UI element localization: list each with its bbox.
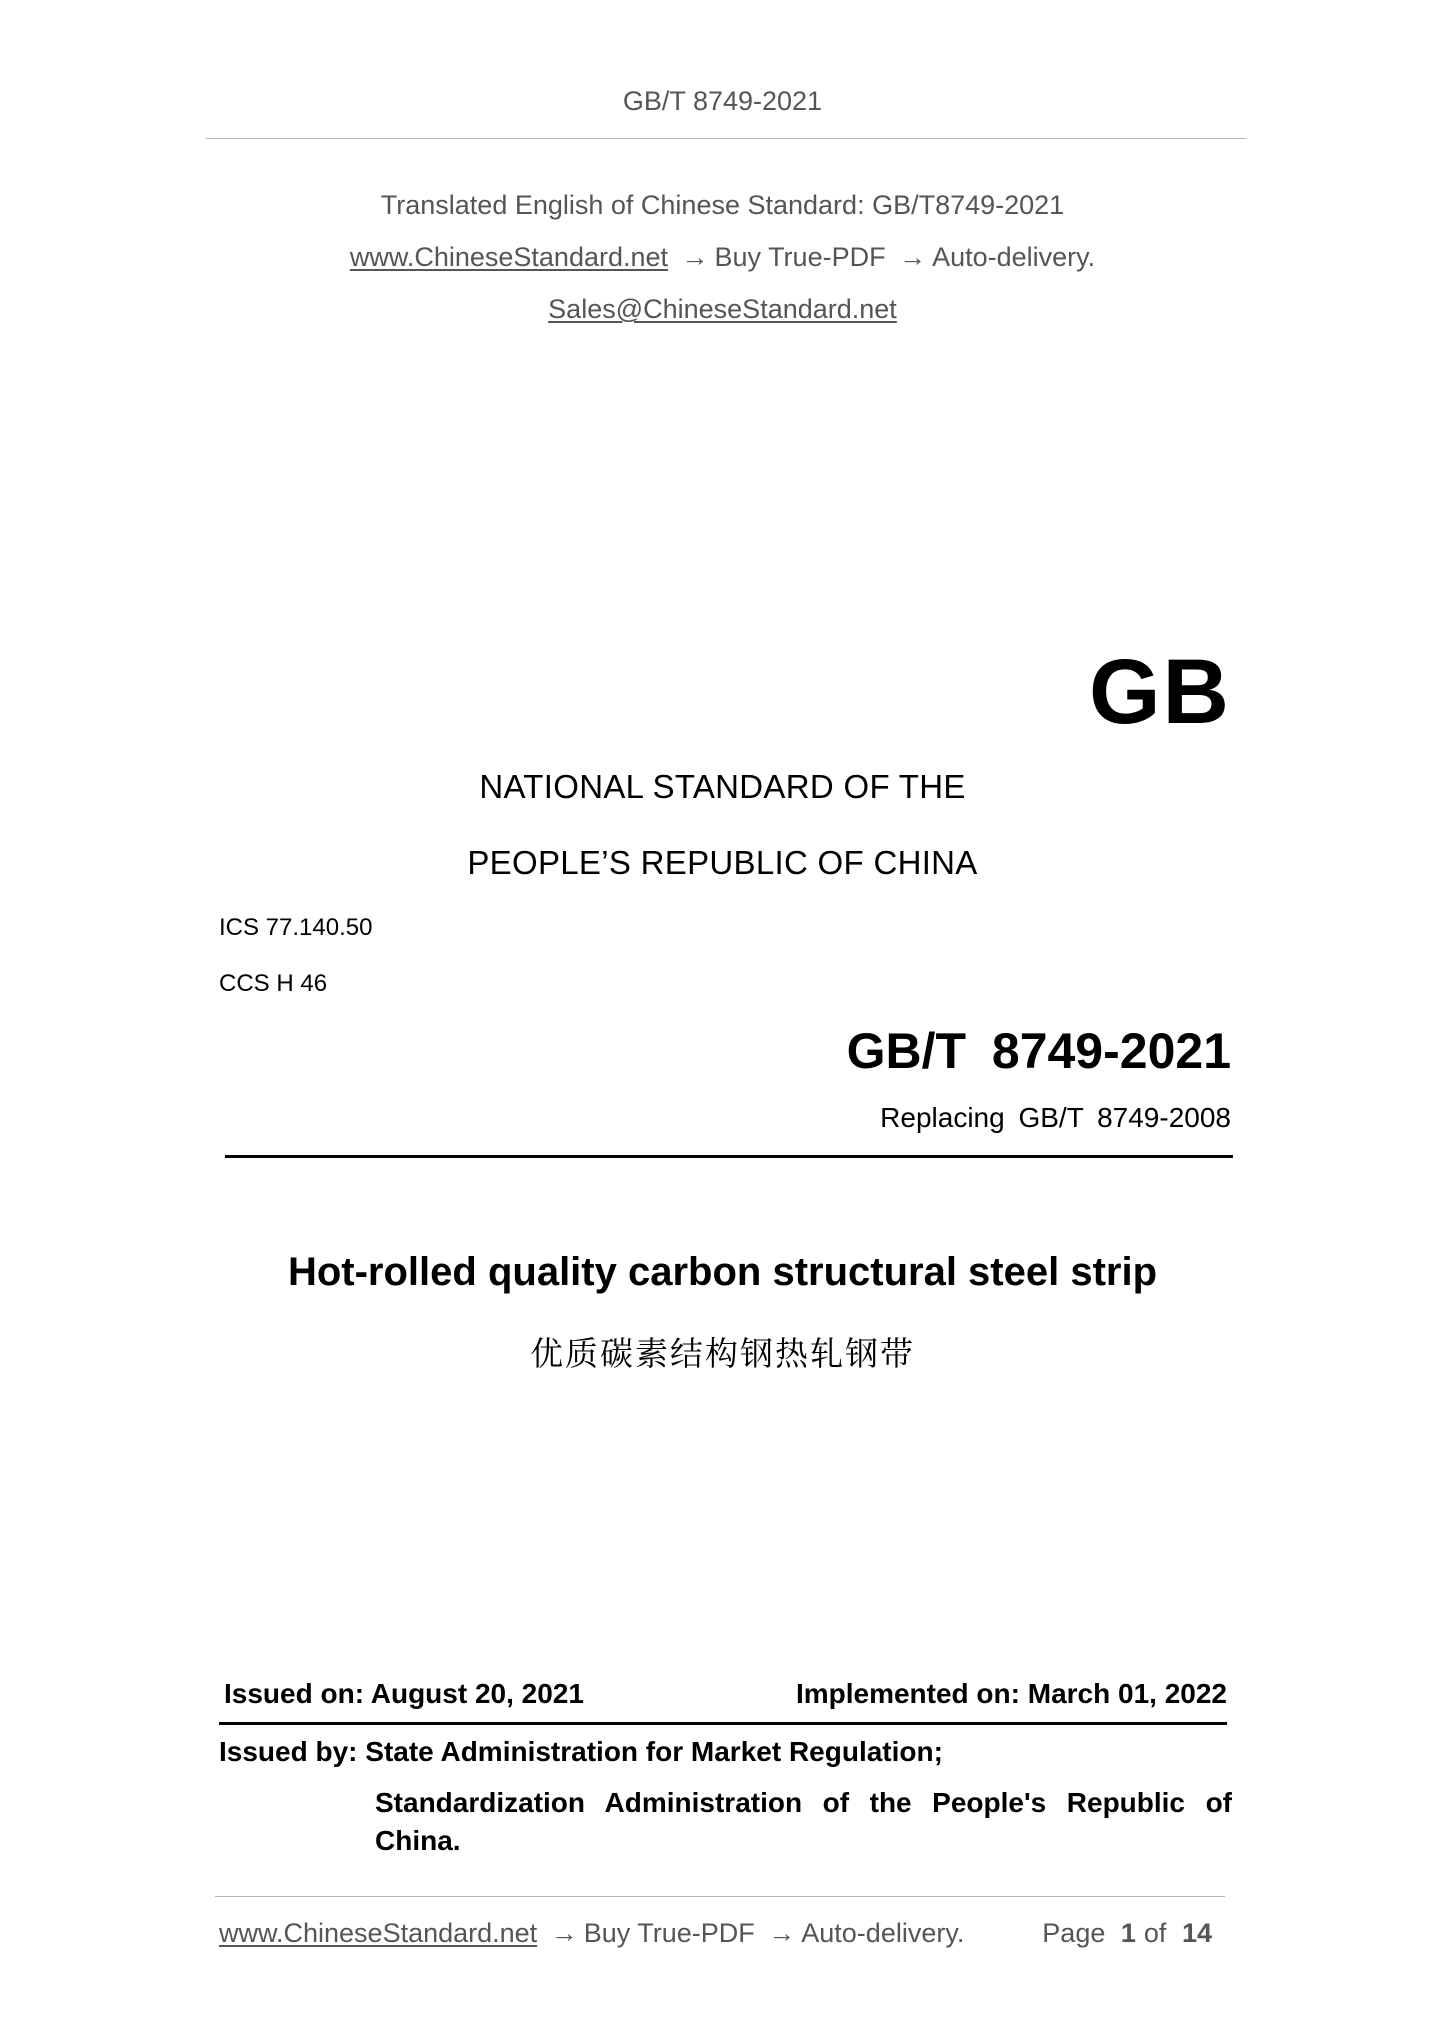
national-standard-line-1: NATIONAL STANDARD OF THE: [479, 768, 966, 805]
email-line: [0, 294, 1445, 325]
standard-number: GB/T 8749-2021: [846, 1023, 1231, 1079]
implemented-on-date: Implemented on: March 01, 2022: [795, 1678, 1227, 1709]
arrow-right-icon: →: [681, 242, 709, 272]
arrow-right-icon: →: [550, 1918, 578, 1948]
english-title: Hot-rolled quality carbon structural steel strip: [287, 1250, 1158, 1294]
issued-by-line-2: Standardization Administration of the People's Republic of China.: [375, 1787, 1232, 1856]
running-header-title: GB/T 8749-2021: [622, 86, 823, 116]
issued-by-line-1: Issued by: State Administration for Market Regulation;: [219, 1736, 943, 1767]
auto-delivery-text: Auto-delivery.: [932, 242, 1096, 272]
arrow-right-icon: →: [768, 1918, 796, 1948]
issue-divider: [219, 1722, 1227, 1725]
email-link[interactable]: Sales@ChineseStandard.net: [548, 294, 897, 324]
gb-mark: GB: [1089, 641, 1231, 743]
footer-buy-pdf-text: Buy True-PDF: [583, 1918, 755, 1948]
issued-on-date: Issued on: August 20, 2021: [224, 1678, 584, 1709]
footer-divider: [215, 1896, 1225, 1897]
page-current: 1: [1120, 1918, 1136, 1948]
title-divider: [225, 1155, 1233, 1158]
header-divider: [206, 138, 1246, 139]
footer-auto-delivery-text: Auto-delivery.: [801, 1918, 965, 1948]
ics-code: ICS 77.140.50: [219, 914, 373, 941]
page-total: 14: [1181, 1918, 1212, 1948]
arrow-right-icon: →: [899, 242, 927, 272]
ccs-code: CCS H 46: [219, 970, 328, 997]
national-standard-line-2: PEOPLE’S REPUBLIC OF CHINA: [467, 844, 978, 881]
buy-pdf-text: Buy True-PDF: [714, 242, 886, 272]
page-label: Page: [1042, 1918, 1106, 1948]
purchase-line: [0, 242, 1445, 273]
translation-notice: Translated English of Chinese Standard: GB/T8749-2021: [380, 190, 1065, 220]
website-link[interactable]: www.ChineseStandard.net: [349, 242, 669, 272]
chinese-title: 优质碳素结构钢热轧钢带: [530, 1334, 915, 1373]
page-indicator: [1042, 1918, 1220, 1949]
page-of-label: of: [1143, 1918, 1167, 1948]
footer-website-link[interactable]: www.ChineseStandard.net: [219, 1918, 538, 1948]
replacing-standard: Replacing GB/T 8749-2008: [880, 1102, 1231, 1133]
footer-purchase-line: [219, 1918, 964, 1949]
